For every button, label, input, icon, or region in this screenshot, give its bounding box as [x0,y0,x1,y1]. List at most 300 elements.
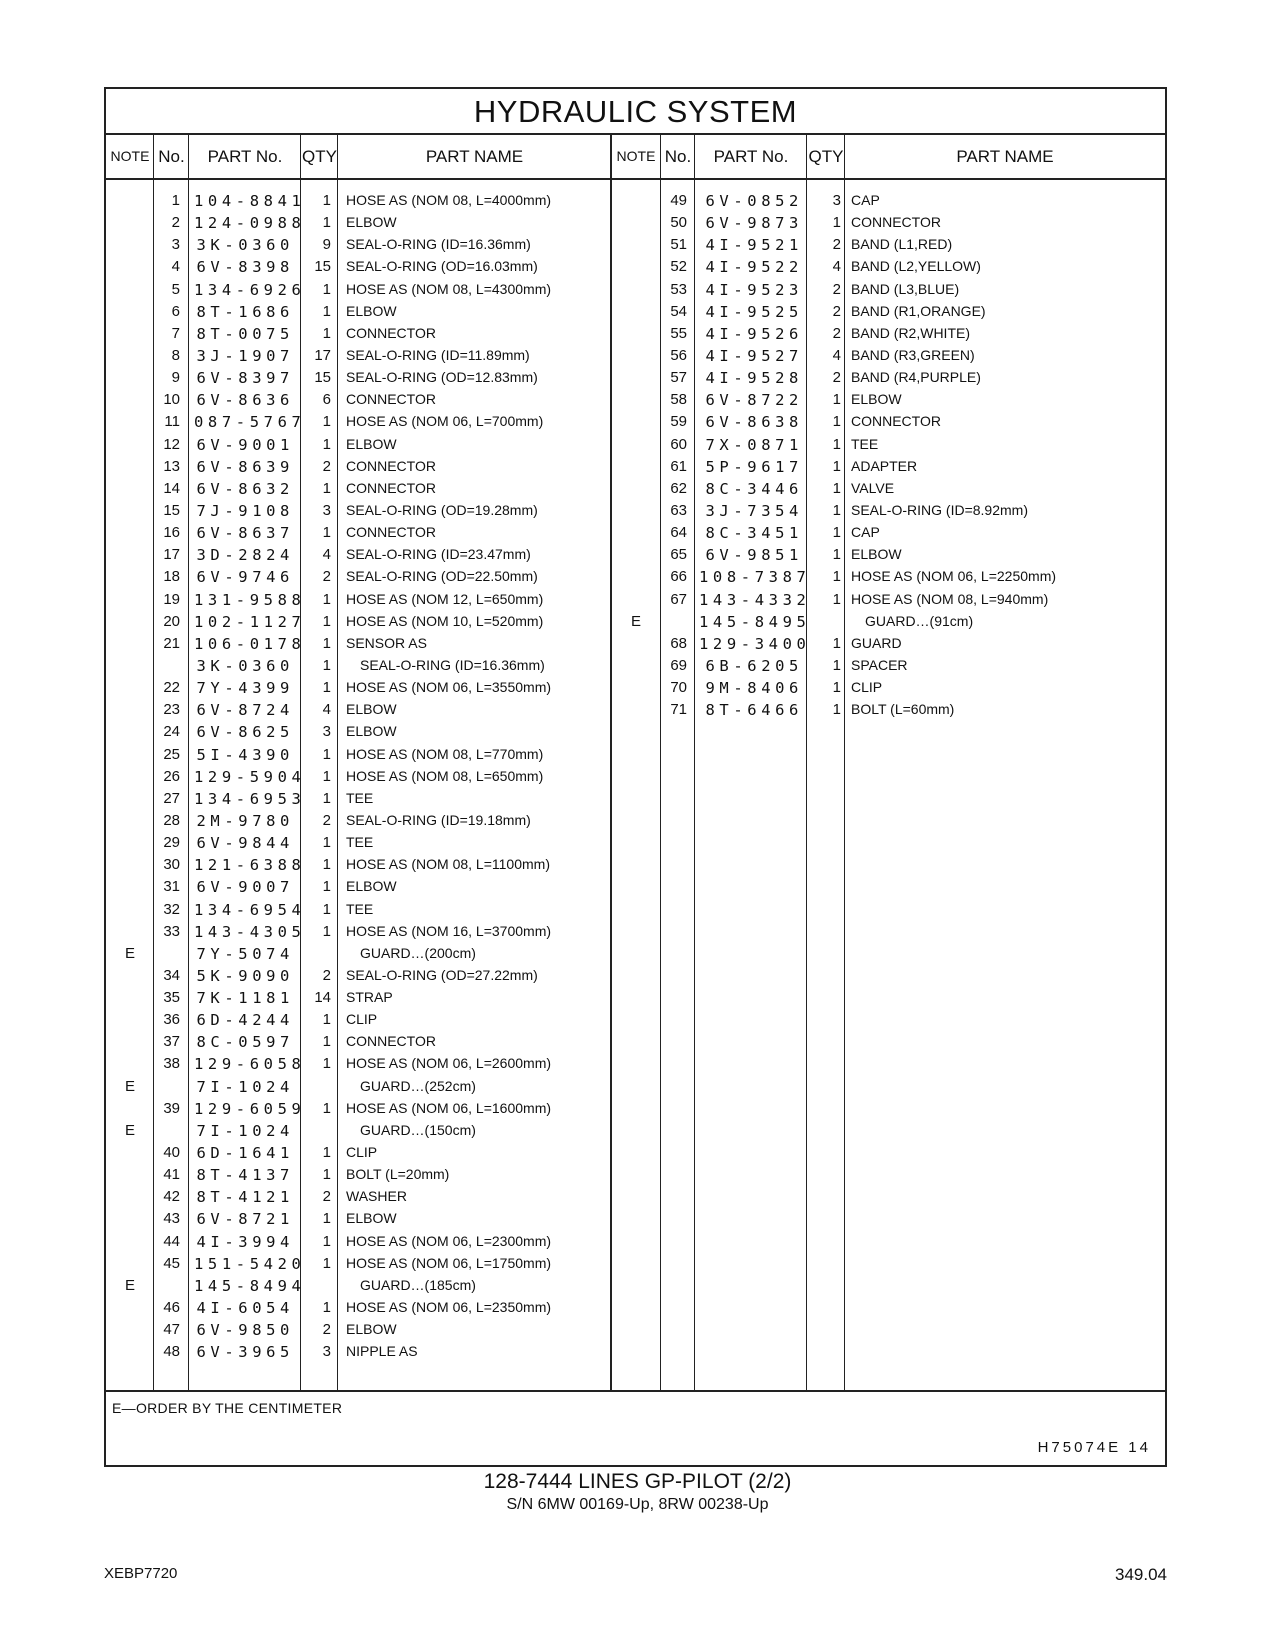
part-number-cell: 8T-0075 [196,324,294,343]
quantity-cell: 9 [322,236,331,254]
part-number-cell: 8C-0597 [196,1033,294,1052]
quantity-cell: 2 [832,324,841,342]
part-name-cell: GUARD…(252cm) [360,1077,476,1094]
quantity-cell: 2 [322,966,331,984]
part-name-cell: CONNECTOR [346,324,436,341]
part-number-cell: 8C-3446 [705,479,803,498]
table-row [106,633,611,655]
part-name-cell: BAND (R2,WHITE) [851,324,970,341]
part-name-cell: ELBOW [346,214,397,231]
quantity-cell: 1 [832,413,841,431]
table-row [611,611,1166,633]
part-name-cell: CLIP [346,1144,378,1161]
item-number-cell: 17 [163,546,180,564]
quantity-cell: 1 [832,501,841,519]
item-number-cell: 15 [163,501,180,519]
part-name-cell: SEAL-O-RING (OD=16.03mm) [346,258,538,275]
item-number-cell: 14 [163,479,180,497]
item-number-cell: 63 [670,501,687,519]
quantity-cell: 2 [322,568,331,586]
part-number-cell: 4I-9523 [705,280,803,299]
table-row [611,279,1166,301]
table-row [106,1253,611,1275]
table-footer [106,1390,1165,1465]
quantity-cell: 1 [322,634,331,652]
table-row [106,1208,611,1230]
part-number-cell: 7J-9108 [196,501,294,520]
header-note-right: NOTE [616,148,656,164]
part-name-cell: TEE [346,789,374,806]
quantity-cell: 2 [832,369,841,387]
quantity-cell: 6 [322,391,331,409]
group-caption: 128-7444 LINES GP-PILOT (2/2) [483,1470,792,1493]
part-name-cell: CAP [851,524,880,541]
table-row [611,633,1166,655]
item-number-cell: 33 [163,922,180,940]
item-number-cell: 37 [163,1033,180,1051]
table-row [611,522,1166,544]
quantity-cell: 1 [322,192,331,209]
part-number-cell: 6V-8637 [196,524,294,543]
quantity-cell: 1 [322,1011,331,1029]
part-name-cell: GUARD…(185cm) [360,1276,476,1293]
part-number-cell: 4I-6054 [196,1299,294,1318]
part-number-cell: 9M-8406 [705,679,803,698]
table-row [106,566,611,588]
header-no-left: No. [158,147,185,166]
part-number-cell: 143-4332 [699,590,811,609]
table-row [106,699,611,721]
item-number-cell: 49 [670,192,687,209]
order-legend: E—ORDER BY THE CENTIMETER [112,1400,343,1416]
item-number-cell: 26 [163,767,180,785]
table-row [106,190,611,212]
part-number-cell: 6V-8636 [196,391,294,410]
item-number-cell: 45 [163,1254,180,1272]
item-number-cell: 25 [163,745,180,763]
quantity-cell: 1 [322,900,331,918]
part-number-cell: 5I-4390 [196,745,294,764]
part-number-cell: 4I-9522 [705,258,803,277]
quantity-cell: 1 [832,214,841,232]
part-number-cell: 8T-1686 [196,302,294,321]
quantity-cell: 15 [314,369,331,387]
table-row [106,943,611,965]
table-row [106,301,611,323]
item-number-cell: 64 [670,524,687,542]
header-no-right: No. [664,147,692,166]
part-name-cell: SEAL-O-RING (ID=16.36mm) [360,656,545,673]
quantity-cell: 1 [322,767,331,785]
part-number-cell: 2M-9780 [196,811,294,830]
part-number-cell: 8T-6466 [705,701,803,720]
table-row [106,500,611,522]
part-name-cell: HOSE AS (NOM 06, L=700mm) [346,413,544,430]
item-number-cell: 67 [670,590,687,608]
item-number-cell: 30 [163,856,180,874]
note-cell: E [124,1077,135,1095]
header-note-left: NOTE [110,148,150,164]
part-name-cell: CONNECTOR [346,391,436,408]
part-number-cell: 121-6388 [194,856,306,875]
part-number-cell: 7K-1181 [196,989,294,1008]
item-number-cell: 43 [163,1210,180,1228]
table-row [106,721,611,743]
table-row [106,854,611,876]
part-number-cell: 6V-8639 [196,457,294,476]
table-row [106,1120,611,1142]
item-number-cell: 16 [163,524,180,542]
part-name-cell: HOSE AS (NOM 08, L=4300mm) [346,280,552,297]
part-number-cell: 4I-3994 [196,1232,294,1251]
item-number-cell: 44 [163,1232,180,1250]
header-part-no-left: PART No. [207,147,283,166]
quantity-cell: 2 [832,302,841,320]
part-name-cell: ADAPTER [851,457,918,474]
part-name-cell: SPACER [851,656,908,673]
part-number-cell: 6V-8722 [705,391,803,410]
table-row [106,921,611,943]
table-row [106,766,611,788]
quantity-cell: 1 [322,1166,331,1184]
quantity-cell: 1 [322,1299,331,1317]
part-number-cell: 3D-2824 [196,546,294,565]
part-number-cell: 6V-9844 [196,834,294,853]
table-row [106,899,611,921]
table-row [106,256,611,278]
table-row [106,522,611,544]
item-number-cell: 42 [163,1188,180,1206]
note-cell: E [124,1121,135,1139]
part-number-cell: 6V-8638 [705,413,803,432]
table-row [106,1319,611,1341]
part-number-cell: 102-1127 [194,612,306,631]
quantity-cell: 1 [322,745,331,763]
item-number-cell: 62 [670,479,687,497]
note-cell: E [124,944,135,962]
quantity-cell: 1 [832,590,841,608]
quantity-cell: 2 [832,280,841,298]
part-name-cell: NIPPLE AS [346,1343,418,1360]
table-header [106,135,1165,180]
table-row [106,655,611,677]
table-row [106,744,611,766]
part-name-cell: BAND (R1,ORANGE) [851,302,986,319]
table-row [106,788,611,810]
table-row [106,1009,611,1031]
quantity-cell: 1 [322,302,331,320]
part-name-cell: HOSE AS (NOM 08, L=650mm) [346,767,544,784]
part-name-cell: HOSE AS (NOM 06, L=2250mm) [851,568,1057,585]
part-name-cell: ELBOW [346,878,397,895]
table-row [611,190,1166,212]
table-row [106,411,611,433]
part-name-cell: BAND (L1,RED) [851,236,953,253]
part-number-cell: 6D-4244 [196,1011,294,1030]
table-row [611,655,1166,677]
part-number-cell: 104-8841 [194,192,306,210]
note-cell: E [124,1276,135,1294]
part-number-cell: 6V-9001 [196,435,294,454]
item-number-cell: 34 [163,966,180,984]
quantity-cell: 1 [322,612,331,630]
document-id: XEBP7720 [104,1565,178,1582]
table-row [106,1275,611,1297]
part-name-cell: HOSE AS (NOM 08, L=4000mm) [346,192,552,208]
item-number-cell: 11 [164,413,180,431]
serial-caption: S/N 6MW 00169-Up, 8RW 00238-Up [506,1496,769,1513]
item-number-cell: 10 [163,391,180,409]
quantity-cell: 2 [322,1188,331,1206]
item-number-cell: 39 [163,1099,180,1117]
quantity-cell: 1 [832,457,841,475]
quantity-cell: 3 [832,192,841,209]
part-number-cell: 6V-8397 [196,369,294,388]
table-row [106,1186,611,1208]
quantity-cell: 1 [832,391,841,409]
part-name-cell: TEE [851,435,879,452]
quantity-cell: 2 [322,457,331,475]
part-name-cell: CONNECTOR [851,413,941,430]
item-number-cell: 40 [163,1144,180,1162]
item-number-cell: 28 [163,811,180,829]
part-number-cell: 3J-1907 [196,346,294,365]
item-number-cell: 2 [171,214,180,232]
part-name-cell: CONNECTOR [346,479,436,496]
item-number-cell: 69 [670,656,687,674]
table-row [611,256,1166,278]
quantity-cell: 2 [322,1321,331,1339]
table-row [106,212,611,234]
part-name-cell: BAND (L2,YELLOW) [851,258,981,275]
item-number-cell: 55 [670,324,687,342]
quantity-cell: 1 [832,701,841,719]
part-number-cell: 7X-0871 [705,435,803,454]
table-row [106,1053,611,1075]
part-name-cell: SEAL-O-RING (ID=11.89mm) [346,346,530,363]
table-row [611,500,1166,522]
parts-list-frame [104,87,1167,1467]
table-row [106,832,611,854]
table-row [106,611,611,633]
quantity-cell: 4 [832,346,841,364]
quantity-cell: 1 [322,479,331,497]
item-number-cell: 54 [670,302,687,320]
item-number-cell: 3 [171,236,180,254]
table-row [611,212,1166,234]
quantity-cell: 1 [832,546,841,564]
table-row [106,234,611,256]
quantity-cell: 1 [322,834,331,852]
part-number-cell: 6V-8724 [196,701,294,720]
quantity-cell: 1 [322,435,331,453]
table-row [611,478,1166,500]
part-name-cell: SEAL-O-RING (OD=12.83mm) [346,369,538,386]
table-row [106,434,611,456]
part-name-cell: SEAL-O-RING (ID=23.47mm) [346,546,531,563]
part-name-cell: HOSE AS (NOM 06, L=2300mm) [346,1232,552,1249]
part-number-cell: 4I-9527 [705,346,803,365]
item-number-cell: 23 [163,701,180,719]
part-name-cell: SEAL-O-RING (ID=16.36mm) [346,236,531,253]
quantity-cell: 1 [322,1099,331,1117]
quantity-cell: 15 [314,258,331,276]
table-row [611,699,1166,721]
part-number-cell: 4I-9525 [705,302,803,321]
part-name-cell: ELBOW [851,391,902,408]
part-name-cell: ELBOW [851,546,902,563]
part-number-cell: 124-0988 [194,214,306,233]
part-name-cell: SEAL-O-RING (ID=8.92mm) [851,501,1028,518]
table-row [106,1142,611,1164]
item-number-cell: 53 [670,280,687,298]
table-row [106,367,611,389]
part-name-cell: HOSE AS (NOM 08, L=1100mm) [346,856,550,873]
quantity-cell: 1 [322,1033,331,1051]
quantity-cell: 3 [322,723,331,741]
quantity-cell: 2 [832,236,841,254]
quantity-cell: 1 [832,435,841,453]
part-name-cell: HOSE AS (NOM 16, L=3700mm) [346,922,552,939]
quantity-cell: 1 [832,679,841,697]
table-row [106,1098,611,1120]
part-number-cell: 6V-9873 [705,214,803,233]
item-number-cell: 21 [163,634,180,652]
table-row [106,389,611,411]
quantity-cell: 4 [322,701,331,719]
quantity-cell: 1 [322,789,331,807]
table-row [106,965,611,987]
part-name-cell: HOSE AS (NOM 06, L=1750mm) [346,1254,552,1271]
header-part-name-right: PART NAME [956,147,1054,166]
quantity-cell: 1 [322,1232,331,1250]
part-number-cell: 129-3400 [699,634,811,653]
illustration-code: H75074E 14 [1037,1439,1151,1456]
part-name-cell: HOSE AS (NOM 06, L=2600mm) [346,1055,552,1072]
part-name-cell: ELBOW [346,701,397,718]
table-row [611,544,1166,566]
quantity-cell: 3 [322,501,331,519]
table-body [106,180,1165,1390]
part-name-cell: CAP [851,192,880,208]
table-row [611,389,1166,411]
quantity-cell: 1 [832,479,841,497]
table-row [611,367,1166,389]
header-qty-left: QTY [302,147,337,166]
part-number-cell: 6V-3965 [196,1343,294,1362]
part-number-cell: 6V-8398 [196,258,294,277]
part-name-cell: BOLT (L=20mm) [346,1166,450,1183]
part-number-cell: 6V-8632 [196,479,294,498]
item-number-cell: 61 [670,457,687,475]
item-number-cell: 18 [163,568,180,586]
part-number-cell: 3K-0360 [196,236,294,255]
item-number-cell: 70 [670,679,687,697]
table-row [106,1031,611,1053]
left-parts-column [106,190,611,1363]
quantity-cell: 1 [322,590,331,608]
part-name-cell: GUARD…(200cm) [360,944,476,961]
part-number-cell: 145-8495 [699,612,811,631]
quantity-cell: 1 [322,524,331,542]
table-row [106,345,611,367]
table-row [106,544,611,566]
part-name-cell: SEAL-O-RING (OD=27.22mm) [346,966,538,983]
table-row [611,411,1166,433]
part-number-cell: 5K-9090 [196,966,294,985]
part-name-cell: SEAL-O-RING (OD=22.50mm) [346,568,538,585]
part-number-cell: 6D-1641 [196,1144,294,1163]
item-number-cell: 36 [163,1011,180,1029]
part-number-cell: 129-6059 [194,1099,306,1118]
part-name-cell: TEE [346,834,374,851]
section-title: HYDRAULIC SYSTEM [106,89,1165,135]
part-name-cell: ELBOW [346,435,397,452]
table-row [106,987,611,1009]
quantity-cell: 17 [314,346,331,364]
part-number-cell: 8C-3451 [705,524,803,543]
header-qty-right: QTY [808,147,844,166]
quantity-cell: 1 [322,679,331,697]
part-number-cell: 7Y-4399 [196,679,294,698]
part-number-cell: 6V-0852 [705,192,803,210]
quantity-cell: 1 [322,1144,331,1162]
item-number-cell: 35 [163,989,180,1007]
table-row [611,456,1166,478]
item-number-cell: 51 [670,236,687,254]
part-name-cell: HOSE AS (NOM 06, L=3550mm) [346,679,552,696]
part-name-cell: SEAL-O-RING (ID=19.18mm) [346,811,531,828]
part-name-cell: CLIP [851,679,883,696]
part-name-cell: BOLT (L=60mm) [851,701,955,718]
part-number-cell: 6V-9851 [705,546,803,565]
item-number-cell: 48 [163,1343,180,1361]
part-number-cell: 3K-0360 [196,656,294,675]
quantity-cell: 1 [322,1210,331,1228]
item-number-cell: 5 [171,280,180,298]
part-number-cell: 6V-8625 [196,723,294,742]
part-name-cell: STRAP [346,989,393,1006]
table-row [611,323,1166,345]
table-row [106,876,611,898]
part-name-cell: ELBOW [346,1210,397,1227]
table-row [611,434,1166,456]
item-number-cell: 1 [171,192,180,209]
part-name-cell: HOSE AS (NOM 10, L=520mm) [346,612,544,629]
table-row [611,589,1166,611]
part-number-cell: 6V-9007 [196,878,294,897]
part-number-cell: 6V-9850 [196,1321,294,1340]
header-part-name-left: PART NAME [425,147,524,166]
part-number-cell: 7I-1024 [196,1121,294,1140]
note-cell: E [630,612,641,630]
part-name-cell: HOSE AS (NOM 12, L=650mm) [346,590,544,607]
item-number-cell: 46 [163,1299,180,1317]
quantity-cell: 1 [322,656,331,674]
quantity-cell: 14 [314,989,331,1007]
quantity-cell: 1 [322,324,331,342]
part-name-cell: CONNECTOR [851,214,941,231]
page-number: 349.04 [1115,1565,1167,1584]
part-number-cell: 7Y-5074 [196,944,294,963]
part-name-cell: WASHER [346,1188,407,1205]
part-number-cell: 134-6926 [194,280,306,299]
part-number-cell: 106-0178 [194,634,306,653]
quantity-cell: 1 [832,524,841,542]
table-row [106,323,611,345]
item-number-cell: 4 [171,258,180,276]
quantity-cell: 1 [322,1254,331,1272]
